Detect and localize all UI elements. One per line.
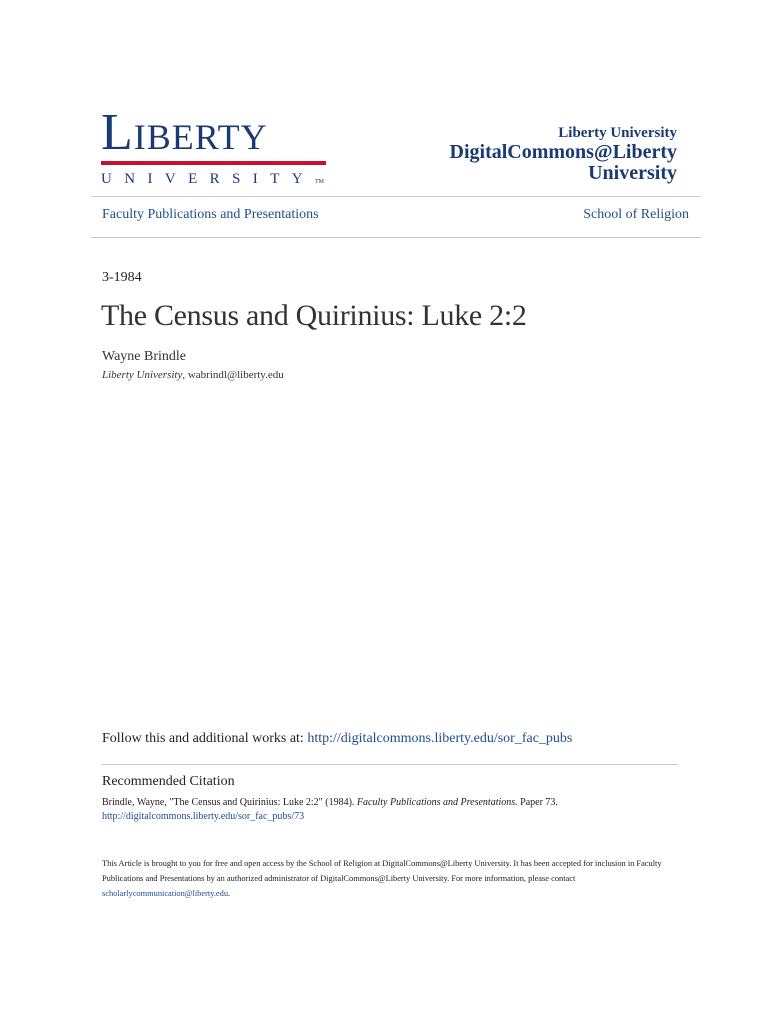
header-divider-top [91, 196, 701, 197]
publication-date: 3-1984 [102, 270, 142, 285]
author-name: Wayne Brindle [102, 349, 187, 364]
author-affiliation [102, 369, 284, 381]
citation-paper: Paper 73. [517, 797, 558, 808]
notice-text: This Article is brought to you for free and open access by the School of Religion at DigitalCommons@Liberty University. It has been accepted for inclusion in Faculty Publications and Presentations by an authorized administrator of DigitalCommons@Liberty University. For more information, please contact [102, 859, 662, 883]
citation-text: Brindle, Wayne, "The Census and Quirinius: Luke 2:2" (1984). [102, 797, 357, 808]
access-notice [102, 856, 667, 901]
affiliation-institution: Liberty University [102, 369, 183, 381]
repository-name-line2[interactable]: University [588, 162, 677, 184]
follow-line [102, 731, 572, 747]
logo-red-rule [101, 161, 326, 165]
article-title: The Census and Quirinius: Luke 2:2 [101, 299, 527, 332]
logo-wordmark: Liberty [101, 104, 268, 161]
collection-link[interactable]: Faculty Publications and Presentations [102, 207, 319, 222]
contact-email-link[interactable]: scholarlycommunication@liberty.edu [102, 889, 229, 898]
follow-text: Follow this and additional works at: [102, 731, 308, 746]
citation-heading: Recommended Citation [102, 774, 235, 789]
repository-header[interactable] [450, 124, 677, 184]
author-email: , wabrindl@liberty.edu [182, 369, 284, 381]
citation-block [102, 796, 682, 824]
repository-name-line1[interactable]: DigitalCommons@Liberty [449, 141, 677, 163]
repository-institution[interactable]: Liberty University [558, 125, 677, 141]
logo-subtitle-text: UNIVERSITY [101, 171, 315, 187]
liberty-university-logo[interactable] [101, 104, 341, 188]
logo-trademark: TM [315, 179, 324, 185]
citation-series: Faculty Publications and Presentations. [356, 797, 518, 808]
citation-divider [102, 764, 678, 765]
department-link[interactable]: School of Religion [583, 207, 689, 222]
header-divider-bottom [91, 237, 701, 238]
notice-end: . [228, 889, 231, 898]
logo-subtitle [101, 171, 341, 188]
citation-link[interactable]: http://digitalcommons.liberty.edu/sor_fac_pubs/73 [102, 811, 305, 822]
follow-link[interactable]: http://digitalcommons.liberty.edu/sor_fac_pubs [307, 731, 573, 746]
